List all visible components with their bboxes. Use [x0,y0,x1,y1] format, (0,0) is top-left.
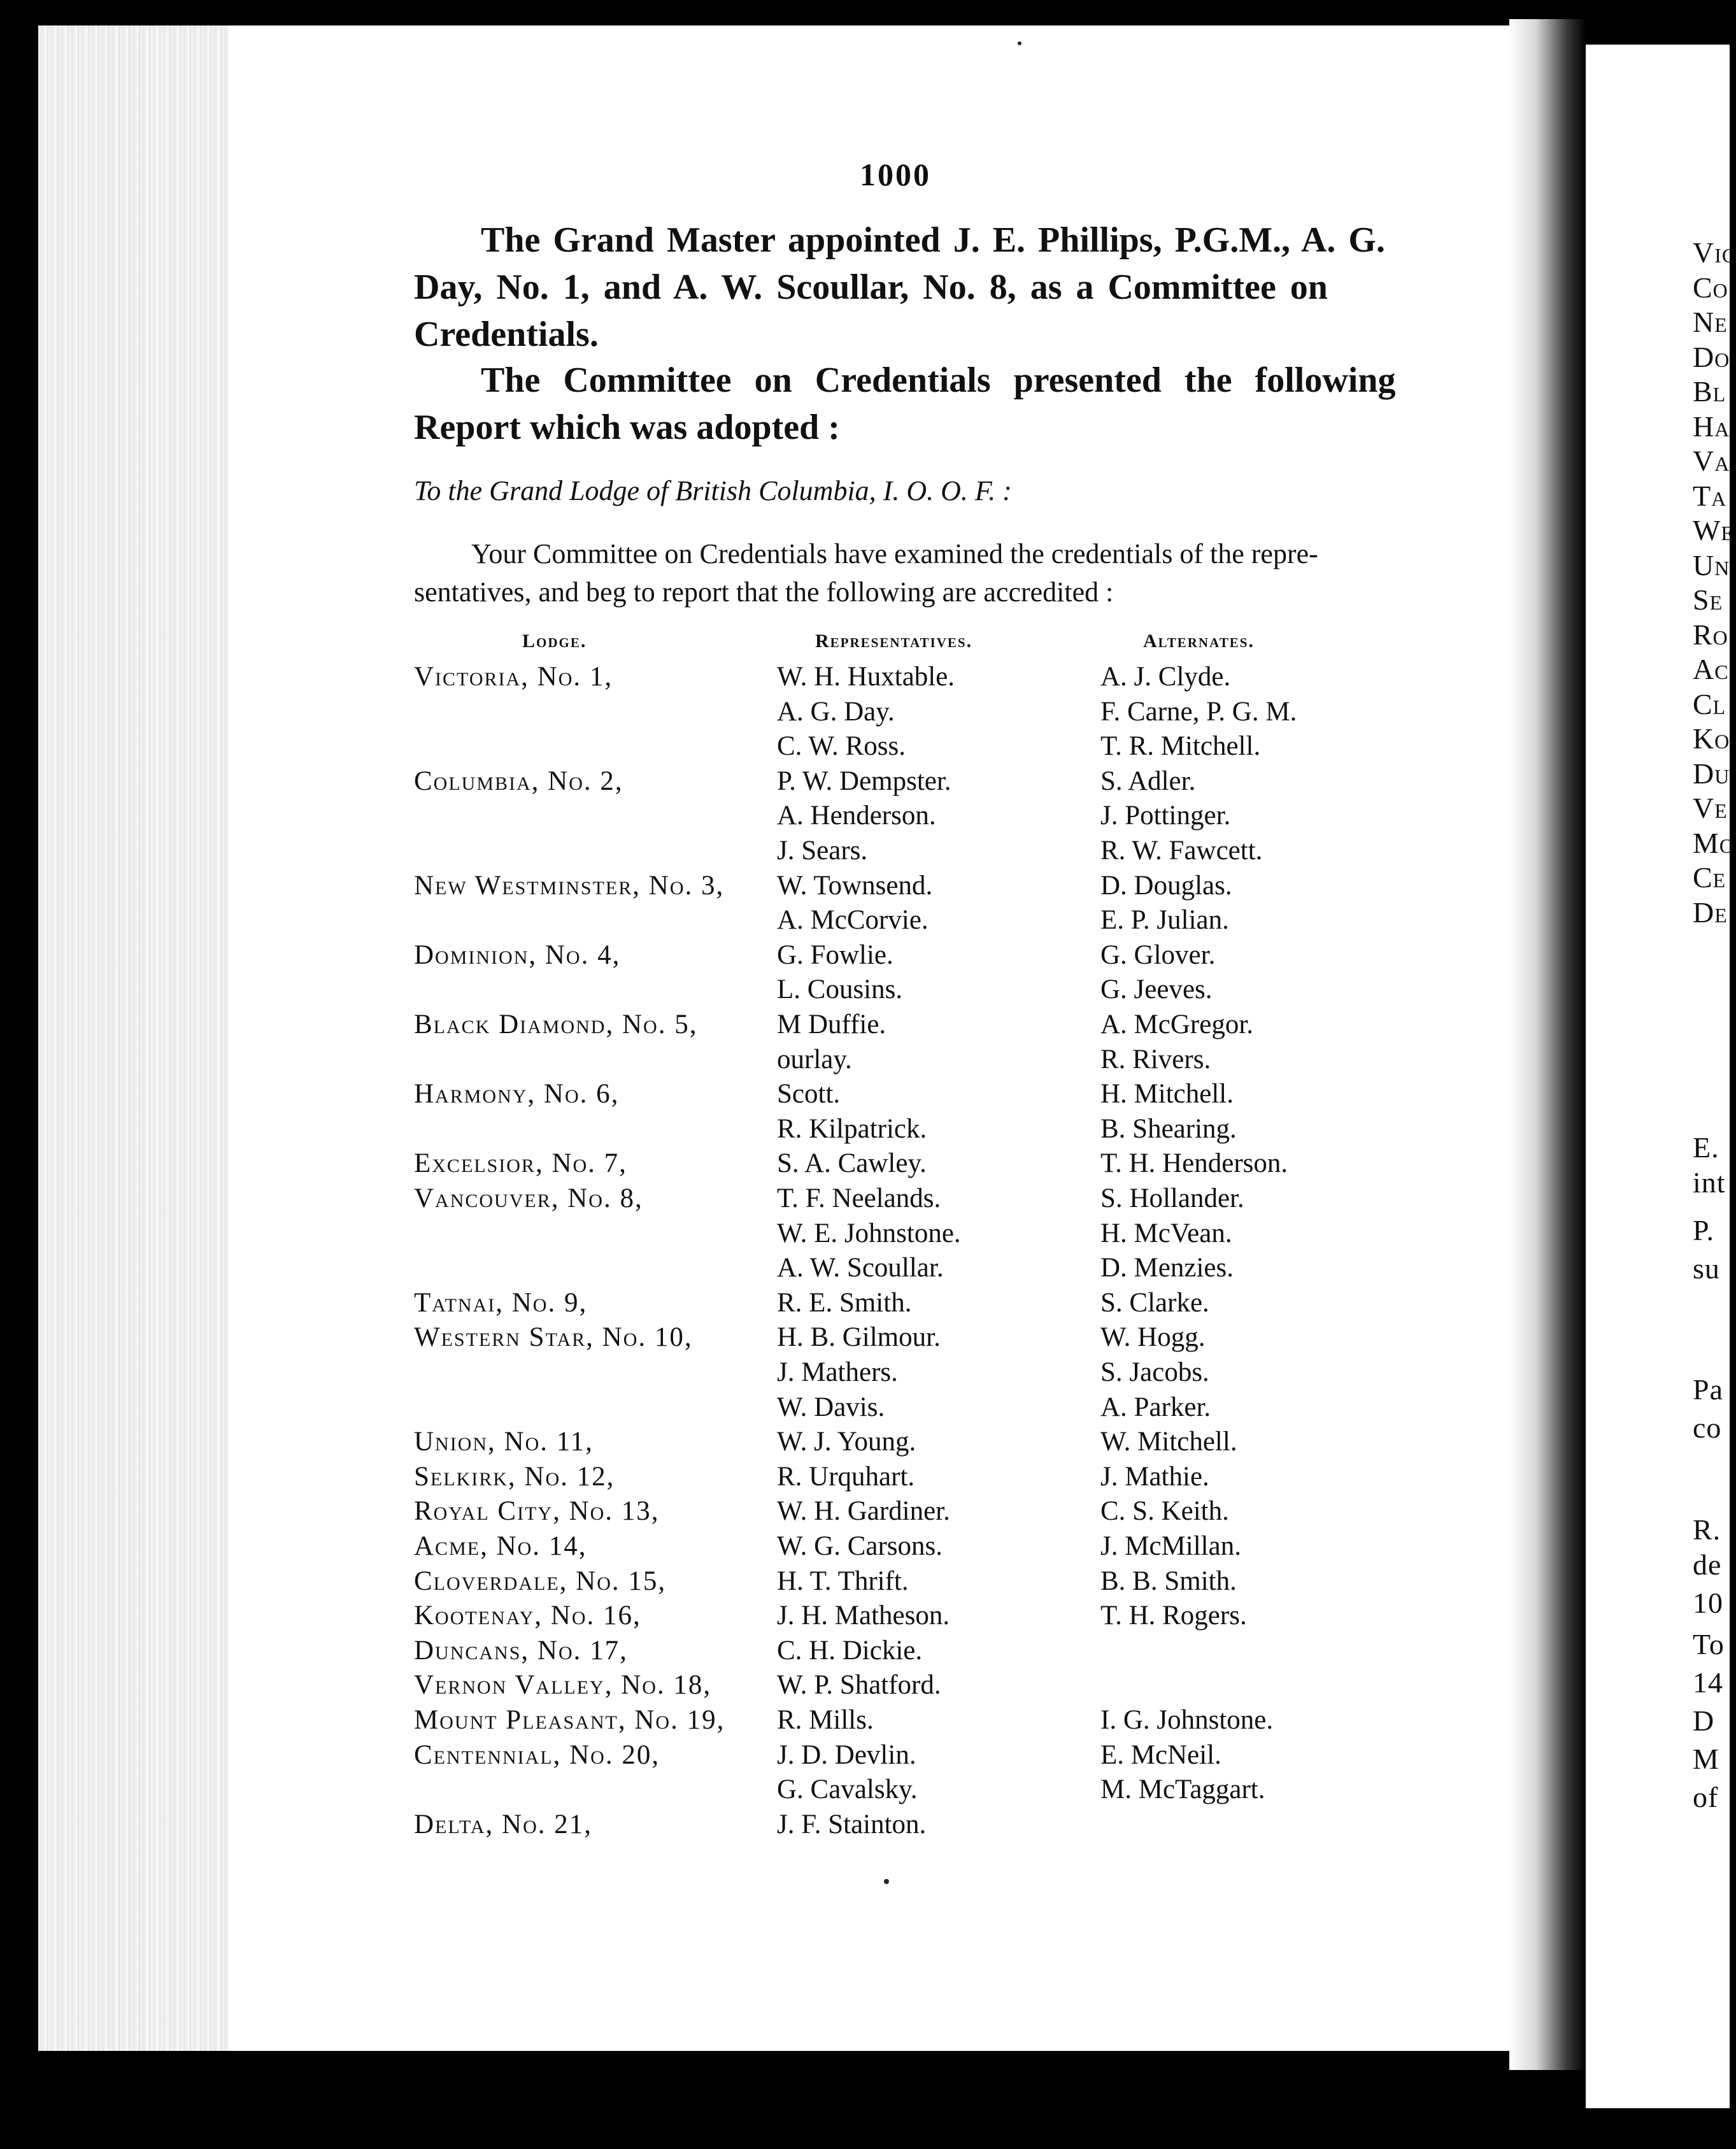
lodge-cell: Columbia, No. 2, [414,766,623,796]
committee-report-paragraph [414,357,1396,451]
facing-page-fragment: int [1693,1166,1726,1199]
book-page-edges [38,25,255,2051]
printer-mark [884,1879,889,1884]
representative-cell: Scott. [777,1079,841,1109]
alternate-cell: R. Rivers. [1100,1045,1211,1074]
representative-cell: W. Townsend. [777,871,933,901]
facing-page-fragment: Ce [1693,861,1726,894]
representative-cell: R. Mills. [777,1705,874,1735]
body-line: sentatives, and beg to report that the following are accredited : [414,576,1114,608]
facing-page-fragment: Vic [1693,236,1736,269]
appointment-line: Day, No. 1, and A. W. Scoullar, No. 8, as a Committee on [414,268,1328,307]
lodge-cell: Black Diamond, No. 5, [414,1010,698,1039]
lodge-cell: Union, No. 11, [414,1427,594,1457]
alternate-cell: T. R. Mitchell. [1100,731,1261,761]
body-line: Your Committee on Credentials have examined the credentials of the repre- [471,538,1318,569]
facing-page-fragment: Va [1693,445,1730,477]
page-number: 1000 [860,157,931,192]
facing-page-fragment: M [1693,1743,1719,1775]
appointment-line: The Grand Master appointed J. E. Phillips, P.G.M., A. G. [481,220,1385,260]
alternate-cell: B. Shearing. [1100,1114,1237,1144]
facing-page-fragment: Bl [1693,375,1726,408]
representative-cell: R. E. Smith. [777,1288,912,1318]
alternate-cell: C. S. Keith. [1100,1496,1229,1526]
representative-cell: H. B. Gilmour. [777,1322,941,1352]
representative-cell: A. W. Scoullar. [777,1253,944,1283]
alternate-cell: R. W. Fawcett. [1100,836,1263,866]
facing-page-fragment: Do [1693,340,1730,373]
facing-page-fragment: Pa [1693,1373,1723,1406]
representative-cell: G. Cavalsky. [777,1774,918,1804]
facing-page-fragment: D [1693,1704,1715,1737]
alternate-cell: S. Jacobs. [1100,1357,1209,1387]
representative-cell: S. A. Cawley. [777,1148,927,1178]
facing-page-fragment: De [1693,896,1728,929]
facing-page-fragment: Ac [1693,653,1729,685]
alternate-cell: J. McMillan. [1100,1531,1241,1561]
representative-cell: W. G. Carsons. [777,1531,943,1561]
alternate-cell: I. G. Johnstone. [1100,1705,1274,1735]
facing-page-fragment: E. [1693,1131,1719,1164]
facing-page-fragment: Un [1693,548,1730,582]
lodge-cell: Harmony, No. 6, [414,1079,620,1109]
representative-cell: M Duffie. [777,1010,886,1039]
facing-page-fragment: Ne [1693,306,1728,338]
representative-cell: C. W. Ross. [777,731,906,761]
representative-cell: R. Urquhart. [777,1462,915,1492]
representative-cell: W. Davis. [777,1392,885,1422]
lodge-cell: Excelsior, No. 7, [414,1148,627,1178]
printer-mark [1018,41,1021,45]
lodge-cell: Victoria, No. 1, [414,662,613,692]
alternate-cell: A. Parker. [1100,1392,1211,1422]
alternate-cell: F. Carne, P. G. M. [1100,697,1297,727]
facing-page-fragment: We [1693,514,1734,546]
representative-cell: A. Henderson. [777,801,936,831]
lodge-cell: Selkirk, No. 12, [414,1462,615,1492]
alternate-cell: J. Pottinger. [1100,801,1231,831]
representative-cell: C. H. Dickie. [777,1636,923,1666]
representative-cell: T. F. Neelands. [777,1183,941,1213]
lodge-cell: New Westminster, No. 3, [414,871,725,901]
representative-cell: R. Kilpatrick. [777,1114,927,1144]
facing-page-fragment: Cl [1693,687,1726,720]
alternate-cell: W. Hogg. [1100,1322,1206,1352]
alternate-cell: D. Menzies. [1100,1253,1234,1283]
lodge-cell: Delta, No. 21, [414,1810,593,1839]
body-paragraph [414,535,1398,611]
alternate-cell: G. Glover. [1100,940,1216,970]
facing-page-fragment: Mo [1693,826,1735,859]
alternate-cell: S. Adler. [1100,766,1196,796]
report-line: The Committee on Credentials presented the following [481,361,1396,400]
facing-page-fragment: Ko [1693,722,1730,755]
representative-cell: J. Mathers. [777,1357,898,1387]
facing-page-fragment: 14 [1693,1666,1723,1699]
facing-page-fragment: Co [1693,271,1728,304]
facing-page-fragment: R. [1693,1513,1721,1546]
alternate-cell: H. Mitchell. [1100,1079,1234,1109]
lodge-cell: Acme, No. 14, [414,1531,587,1561]
representative-cell: G. Fowlie. [777,940,893,970]
alternate-cell: A. J. Clyde. [1100,662,1231,692]
alternate-cell: W. Mitchell. [1100,1427,1237,1457]
lodge-cell: Vancouver, No. 8, [414,1183,643,1213]
alternate-cell: T. H. Rogers. [1100,1601,1247,1631]
appointment-line: Credentials. [414,315,599,354]
facing-page-fragment: co [1693,1411,1722,1444]
lodge-cell: Centennial, No. 20, [414,1740,660,1770]
representative-cell: L. Cousins. [777,975,903,1004]
alternate-cell: S. Hollander. [1100,1183,1244,1213]
alternate-cell: D. Douglas. [1100,871,1232,901]
representative-cell: J. F. Stainton. [777,1810,927,1839]
addressee: To the Grand Lodge of British Columbia, I. O. O. F. : [414,475,1012,506]
lodge-cell: Duncans, No. 17, [414,1636,628,1666]
alternate-cell: H. McVean. [1100,1218,1232,1248]
lodge-cell: Mount Pleasant, No. 19, [414,1705,725,1735]
lodge-cell: Cloverdale, No. 15, [414,1566,667,1596]
header-representatives: Representatives. [815,631,973,652]
alternate-cell: T. H. Henderson. [1100,1148,1288,1178]
representative-cell: J. Sears. [777,836,868,866]
header-lodge: Lodge. [522,631,587,652]
facing-page-fragment: Du [1693,757,1730,790]
representative-cell: W. E. Johnstone. [777,1218,961,1248]
alternate-cell: G. Jeeves. [1100,975,1213,1004]
alternate-cell: E. P. Julian. [1100,905,1229,935]
representative-cell: ourlay. [777,1045,852,1074]
lodge-cell: Kootenay, No. 16, [414,1601,641,1631]
representative-cell: W. J. Young. [777,1427,916,1457]
alternate-cell: S. Clarke. [1100,1288,1209,1318]
lodge-cell: Dominion, No. 4, [414,940,621,970]
facing-page-fragment: Ta [1693,479,1727,512]
facing-page-fragment: of [1693,1781,1719,1813]
alternate-cell: E. McNeil. [1100,1740,1221,1770]
facing-page [1586,45,1736,2108]
representative-cell: A. McCorvie. [777,905,928,935]
facing-page-fragment: Se [1693,583,1723,616]
representative-cell: W. H. Huxtable. [777,662,955,692]
representative-cell: P. W. Dempster. [777,766,951,796]
facing-page-fragment: 10 [1693,1587,1723,1619]
lodge-cell: Royal City, No. 13, [414,1496,660,1526]
facing-page-fragment: de [1693,1548,1722,1581]
representative-cell: A. G. Day. [777,697,895,727]
facing-page-fragment: Ro [1693,618,1728,651]
representative-cell: W. P. Shatford. [777,1670,941,1700]
alternate-cell: B. B. Smith. [1100,1566,1237,1596]
alternate-cell: J. Mathie. [1100,1462,1209,1492]
report-line: Report which was adopted : [414,408,840,447]
representative-cell: W. H. Gardiner. [777,1496,950,1526]
facing-page-fragment: P. [1693,1214,1714,1246]
facing-page-fragment: Ve [1693,792,1728,824]
lodge-cell: Tatnai, No. 9, [414,1288,588,1318]
representative-cell: J. D. Devlin. [777,1740,916,1770]
lodge-cell: Vernon Valley, No. 18, [414,1670,712,1700]
representative-cell: H. T. Thrift. [777,1566,909,1596]
facing-page-fragment: Ha [1693,410,1730,443]
facing-page-fragment: To [1693,1628,1725,1660]
alternate-cell: M. McTaggart. [1100,1774,1265,1804]
book-gutter [1509,19,1586,2070]
appointment-paragraph [414,217,1387,358]
facing-page-fragment: su [1693,1252,1720,1285]
header-alternates: Alternates. [1143,631,1255,652]
representative-cell: J. H. Matheson. [777,1601,950,1631]
alternate-cell: A. McGregor. [1100,1010,1254,1039]
lodge-cell: Western Star, No. 10, [414,1322,693,1352]
